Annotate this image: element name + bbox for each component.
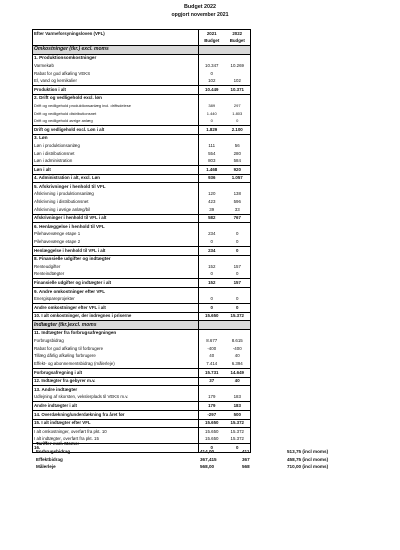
row-label: El, vand og kemikalier <box>33 78 199 86</box>
row-label: Finansielle udgifter og indtægter i alt <box>33 279 199 288</box>
table-row <box>33 223 251 231</box>
table-row <box>33 338 251 346</box>
table-row <box>33 70 251 78</box>
column-subheader-label <box>33 38 199 46</box>
table-row <box>33 150 251 158</box>
row-value-2021 <box>199 386 225 394</box>
table-row <box>33 288 251 296</box>
tariff-value-2021: 414,00 <box>200 449 215 454</box>
table-row <box>33 238 251 246</box>
row-label: 14. Overdækning/underdækning fra året før <box>33 410 199 419</box>
table-row <box>33 419 251 428</box>
row-value-2021: 179 <box>199 402 225 411</box>
tariff-row <box>32 449 372 457</box>
row-value-2021: 0 <box>199 271 225 279</box>
row-value-2021: 936 <box>199 174 225 183</box>
row-label: Andre indtægter i alt <box>33 402 199 411</box>
row-value-2022: 280 <box>225 150 251 158</box>
tariff-label: Målerleje <box>36 464 56 470</box>
row-label: Forbrugsbidrag <box>33 338 199 346</box>
table-row <box>33 428 251 436</box>
row-value-2021: 120 <box>199 191 225 199</box>
table-row <box>33 183 251 191</box>
row-label: Afskrivning i produktionsanlæg <box>33 191 199 199</box>
row-value-2022: -400 <box>225 345 251 353</box>
table-row <box>33 296 251 304</box>
row-value-2021: -400 <box>199 345 225 353</box>
row-label: Renteudgifter <box>33 263 199 271</box>
row-value-2022 <box>225 255 251 263</box>
row-value-2021: 803 <box>199 158 225 166</box>
row-value-2021: 554 <box>199 150 225 158</box>
table-row <box>33 54 251 62</box>
table-row <box>33 353 251 361</box>
row-value-2022: 157 <box>225 263 251 271</box>
row-label: I alt omkostninger, overført fra pkt. 10 <box>33 428 199 436</box>
budget-table <box>32 29 251 453</box>
row-value-2022: 15.372 <box>225 312 251 321</box>
document-title: Budget 2022 <box>183 4 217 10</box>
table-row <box>33 312 251 321</box>
table-row <box>33 410 251 419</box>
row-value-2022: 0 <box>225 118 251 126</box>
table-row <box>33 321 251 330</box>
column-subheader-row <box>33 38 251 46</box>
row-value-2021 <box>199 94 225 102</box>
document-subtitle: opgjort november 2021 <box>171 12 229 18</box>
row-label: Drift og vedligehold excl. Løn i alt <box>33 126 199 135</box>
table-row <box>33 402 251 411</box>
column-header-row <box>33 30 251 38</box>
tariff-heading-row <box>32 441 372 449</box>
row-label: Rabat for god afkøling VEKS <box>33 70 199 78</box>
row-label: Drift og vedligehold distributionsnet <box>33 110 199 118</box>
row-value-2021 <box>199 183 225 191</box>
row-label: Rabat for god afkøling til forbrugere <box>33 345 199 353</box>
row-label: Omkostninger (tkr.) excl. moms <box>33 46 199 55</box>
row-label: Pilehavevænge etape 2 <box>33 238 199 246</box>
row-value-2021: 8.677 <box>199 338 225 346</box>
row-value-2022: 8.615 <box>225 338 251 346</box>
row-value-2021: 179 <box>199 394 225 402</box>
row-value-2021: 1.468 <box>199 166 225 175</box>
tariff-value-2022: 568 <box>242 464 250 470</box>
table-row <box>33 271 251 279</box>
column-header-2021: 2021 <box>199 30 225 38</box>
row-label: I alt indtægter, overført fra pkt. 15 <box>33 436 199 444</box>
tariff-value-2021: 367,415 <box>200 456 217 462</box>
tariff-value-2022: 367 <box>242 456 250 462</box>
row-value-2022: 56 <box>225 142 251 150</box>
row-value-2021: 152 <box>199 263 225 271</box>
row-value-2022: 0 <box>225 296 251 304</box>
row-value-2021: 15.650 <box>199 419 225 428</box>
row-label: 5. Afskrivninger i henhold til VFL <box>33 183 199 191</box>
row-value-2022 <box>225 183 251 191</box>
row-value-2021: 7.414 <box>199 360 225 368</box>
row-value-2022 <box>225 70 251 78</box>
table-row <box>33 263 251 271</box>
row-label: Effekt- og abonnementsbidrag (målerleje) <box>33 360 199 368</box>
tariff-value-incl-moms: 458,75 (incl moms) <box>287 456 329 462</box>
row-value-2021 <box>199 329 225 337</box>
row-value-2022: 102 <box>225 78 251 86</box>
row-value-2021: 15.650 <box>199 428 225 436</box>
row-value-2022 <box>225 288 251 296</box>
row-value-2022: 10.371 <box>225 86 251 95</box>
table-row <box>33 368 251 377</box>
row-label: Afskrivning i øvrige anlæg/bil <box>33 206 199 214</box>
row-value-2021: 10.347 <box>199 62 225 70</box>
row-label: Udlejning af skorsten, vekslerplads til VEKS m.v. <box>33 394 199 402</box>
row-value-2022 <box>225 329 251 337</box>
row-label: Løn i administration <box>33 158 199 166</box>
row-value-2021: 1.440 <box>199 110 225 118</box>
row-value-2022: 596 <box>225 198 251 206</box>
row-value-2022 <box>225 46 251 55</box>
row-label: 10. I alt omkostninger, der indregnes i priserne <box>33 312 199 321</box>
column-header-label: Efter Varmeforsyningsloven (VFL) <box>33 30 199 38</box>
table-row <box>33 345 251 353</box>
row-label: 15. I alt indtægter efter VFL <box>33 419 199 428</box>
row-label: Energispareprojekter <box>33 296 199 304</box>
tariff-value-incl-moms: 710,00 (incl moms) <box>287 464 329 470</box>
table-row <box>33 360 251 368</box>
table-row <box>33 126 251 135</box>
row-value-2022: 584 <box>225 158 251 166</box>
table-row <box>33 206 251 214</box>
row-value-2022: 6.394 <box>225 360 251 368</box>
row-label: 4. Administration i alt, excl. Løn <box>33 174 199 183</box>
row-value-2021: 234 <box>199 231 225 239</box>
row-value-2021: 0 <box>199 70 225 78</box>
row-value-2022: 0 <box>225 444 251 453</box>
row-label: 9. Andre omkostninger efter VFL <box>33 288 199 296</box>
row-label: Varmekøb <box>33 62 199 70</box>
row-value-2021 <box>199 255 225 263</box>
row-label: Renteindtægter <box>33 271 199 279</box>
row-label: 3. Løn <box>33 134 199 142</box>
row-value-2022 <box>225 94 251 102</box>
row-value-2022: 1.057 <box>225 174 251 183</box>
row-label: Andre omkostninger efter VFL i alt <box>33 304 199 313</box>
table-row <box>33 214 251 223</box>
table-row <box>33 102 251 110</box>
row-value-2022: 40 <box>225 377 251 386</box>
row-value-2022: 183 <box>225 402 251 411</box>
row-label: Drift og vedligehold produktionsanlæg incl. driftsdelese <box>33 102 199 110</box>
row-value-2021: 152 <box>199 279 225 288</box>
row-label: 6. Henlæggelse i henhold til VFL <box>33 223 199 231</box>
row-label: 8. Finansielle udgifter og indtægter <box>33 255 199 263</box>
row-label: Tillæg dårlig afkøling forbrugere <box>33 353 199 361</box>
row-label: Løn i distributionsnet <box>33 150 199 158</box>
row-value-2021: 0 <box>199 444 225 453</box>
row-value-2021: 1.829 <box>199 126 225 135</box>
row-value-2021: 15.731 <box>199 368 225 377</box>
row-label: Løn i alt <box>33 166 199 175</box>
tariff-value-2022: 411 <box>242 449 250 454</box>
row-value-2022: 183 <box>225 394 251 402</box>
row-label: Drift og vedligehold øvrige anlæg <box>33 118 199 126</box>
table-row <box>33 86 251 95</box>
row-value-2021: 15.650 <box>199 436 225 444</box>
table-row <box>33 62 251 70</box>
row-label: Produktion i alt <box>33 86 199 95</box>
row-value-2021: 582 <box>199 214 225 223</box>
row-label: Indtægter (tkr.)excl. moms <box>33 321 199 330</box>
table-row <box>33 377 251 386</box>
row-value-2022: 15.372 <box>225 436 251 444</box>
row-value-2022: 15.372 <box>225 428 251 436</box>
row-value-2022 <box>225 321 251 330</box>
row-value-2021: 10.449 <box>199 86 225 95</box>
row-label: Henlæggelse i henhold til VFL i alt <box>33 247 199 256</box>
tariff-heading: Tariffer excl. Moms: <box>36 441 80 446</box>
table-row <box>33 94 251 102</box>
row-value-2021: 423 <box>199 198 225 206</box>
row-value-2022: 10.269 <box>225 62 251 70</box>
table-row <box>33 279 251 288</box>
tariff-label: Effektbidrag <box>36 456 63 462</box>
row-label: 1. Produktionsomkostninger <box>33 54 199 62</box>
row-label: 2. Drift og vedligehold excl. løn <box>33 94 199 102</box>
row-value-2022: 0 <box>225 271 251 279</box>
row-value-2022: 40 <box>225 353 251 361</box>
tariff-section <box>32 441 372 472</box>
row-value-2022 <box>225 54 251 62</box>
table-row <box>33 394 251 402</box>
row-value-2021 <box>199 54 225 62</box>
table-row <box>33 304 251 313</box>
row-value-2022: 0 <box>225 304 251 313</box>
table-row <box>33 134 251 142</box>
row-value-2022: 14.649 <box>225 368 251 377</box>
row-value-2022 <box>225 223 251 231</box>
row-value-2021: 37 <box>199 377 225 386</box>
row-value-2022: 157 <box>225 279 251 288</box>
row-value-2021 <box>199 134 225 142</box>
table-row <box>33 174 251 183</box>
column-subheader-2021: Budget <box>199 38 225 46</box>
row-value-2021 <box>199 46 225 55</box>
tariff-value-incl-moms: 513,75 (incl moms) <box>287 449 329 454</box>
row-label: Løn i produktionsanlæg <box>33 142 199 150</box>
row-value-2022: 0 <box>225 247 251 256</box>
table-row <box>33 191 251 199</box>
row-value-2022: 500 <box>225 410 251 419</box>
table-row <box>33 158 251 166</box>
row-value-2022: 138 <box>225 191 251 199</box>
tariff-label: Forbrugsbidrag <box>36 449 71 454</box>
row-value-2022: 15.372 <box>225 419 251 428</box>
row-value-2021: 0 <box>199 118 225 126</box>
table-row <box>33 110 251 118</box>
row-value-2021: 0 <box>199 238 225 246</box>
column-header-2022: 2022 <box>225 30 251 38</box>
table-row <box>33 166 251 175</box>
table-row <box>33 118 251 126</box>
tariff-value-2021: 568,00 <box>200 464 215 470</box>
row-label: Afskrivning i distributionsnet <box>33 198 199 206</box>
row-label: 16. <box>33 444 199 453</box>
row-label: 11. Indtægter fra forbrugsafregningen <box>33 329 199 337</box>
row-value-2021: 0 <box>199 296 225 304</box>
row-value-2022: 767 <box>225 214 251 223</box>
row-value-2022: 1.803 <box>225 110 251 118</box>
row-value-2021 <box>199 223 225 231</box>
table-row <box>33 231 251 239</box>
row-value-2021: -297 <box>199 410 225 419</box>
row-value-2021: 0 <box>199 304 225 313</box>
table-row <box>33 198 251 206</box>
table-row <box>33 247 251 256</box>
row-value-2022: 2.100 <box>225 126 251 135</box>
row-value-2022: 920 <box>225 166 251 175</box>
row-value-2021: 40 <box>199 353 225 361</box>
table-row <box>33 46 251 55</box>
table-row <box>33 78 251 86</box>
row-value-2022 <box>225 386 251 394</box>
row-value-2021: 15.650 <box>199 312 225 321</box>
table-row <box>33 142 251 150</box>
table-row <box>33 255 251 263</box>
table-row <box>33 329 251 337</box>
row-value-2021: 102 <box>199 78 225 86</box>
tariff-row <box>32 464 372 472</box>
column-subheader-2022: Budget <box>225 38 251 46</box>
row-label: 12. Indtægter fra gebyrer m.v. <box>33 377 199 386</box>
row-value-2021 <box>199 321 225 330</box>
table-row <box>33 386 251 394</box>
row-value-2022: 0 <box>225 231 251 239</box>
row-value-2022 <box>225 134 251 142</box>
row-label: Pilehavevænge etape 1 <box>33 231 199 239</box>
row-value-2022: 33 <box>225 206 251 214</box>
row-value-2021: 39 <box>199 206 225 214</box>
row-label: Forbrugsafregning i alt <box>33 368 199 377</box>
row-value-2021: 234 <box>199 247 225 256</box>
row-value-2022: 297 <box>225 102 251 110</box>
row-label: 13. Andre indtægter <box>33 386 199 394</box>
row-label: Afskrivninger i henhold til VFL i alt <box>33 214 199 223</box>
row-value-2021: 389 <box>199 102 225 110</box>
row-value-2022: 0 <box>225 238 251 246</box>
row-value-2021: 111 <box>199 142 225 150</box>
tariff-row <box>32 457 372 465</box>
row-value-2021 <box>199 288 225 296</box>
